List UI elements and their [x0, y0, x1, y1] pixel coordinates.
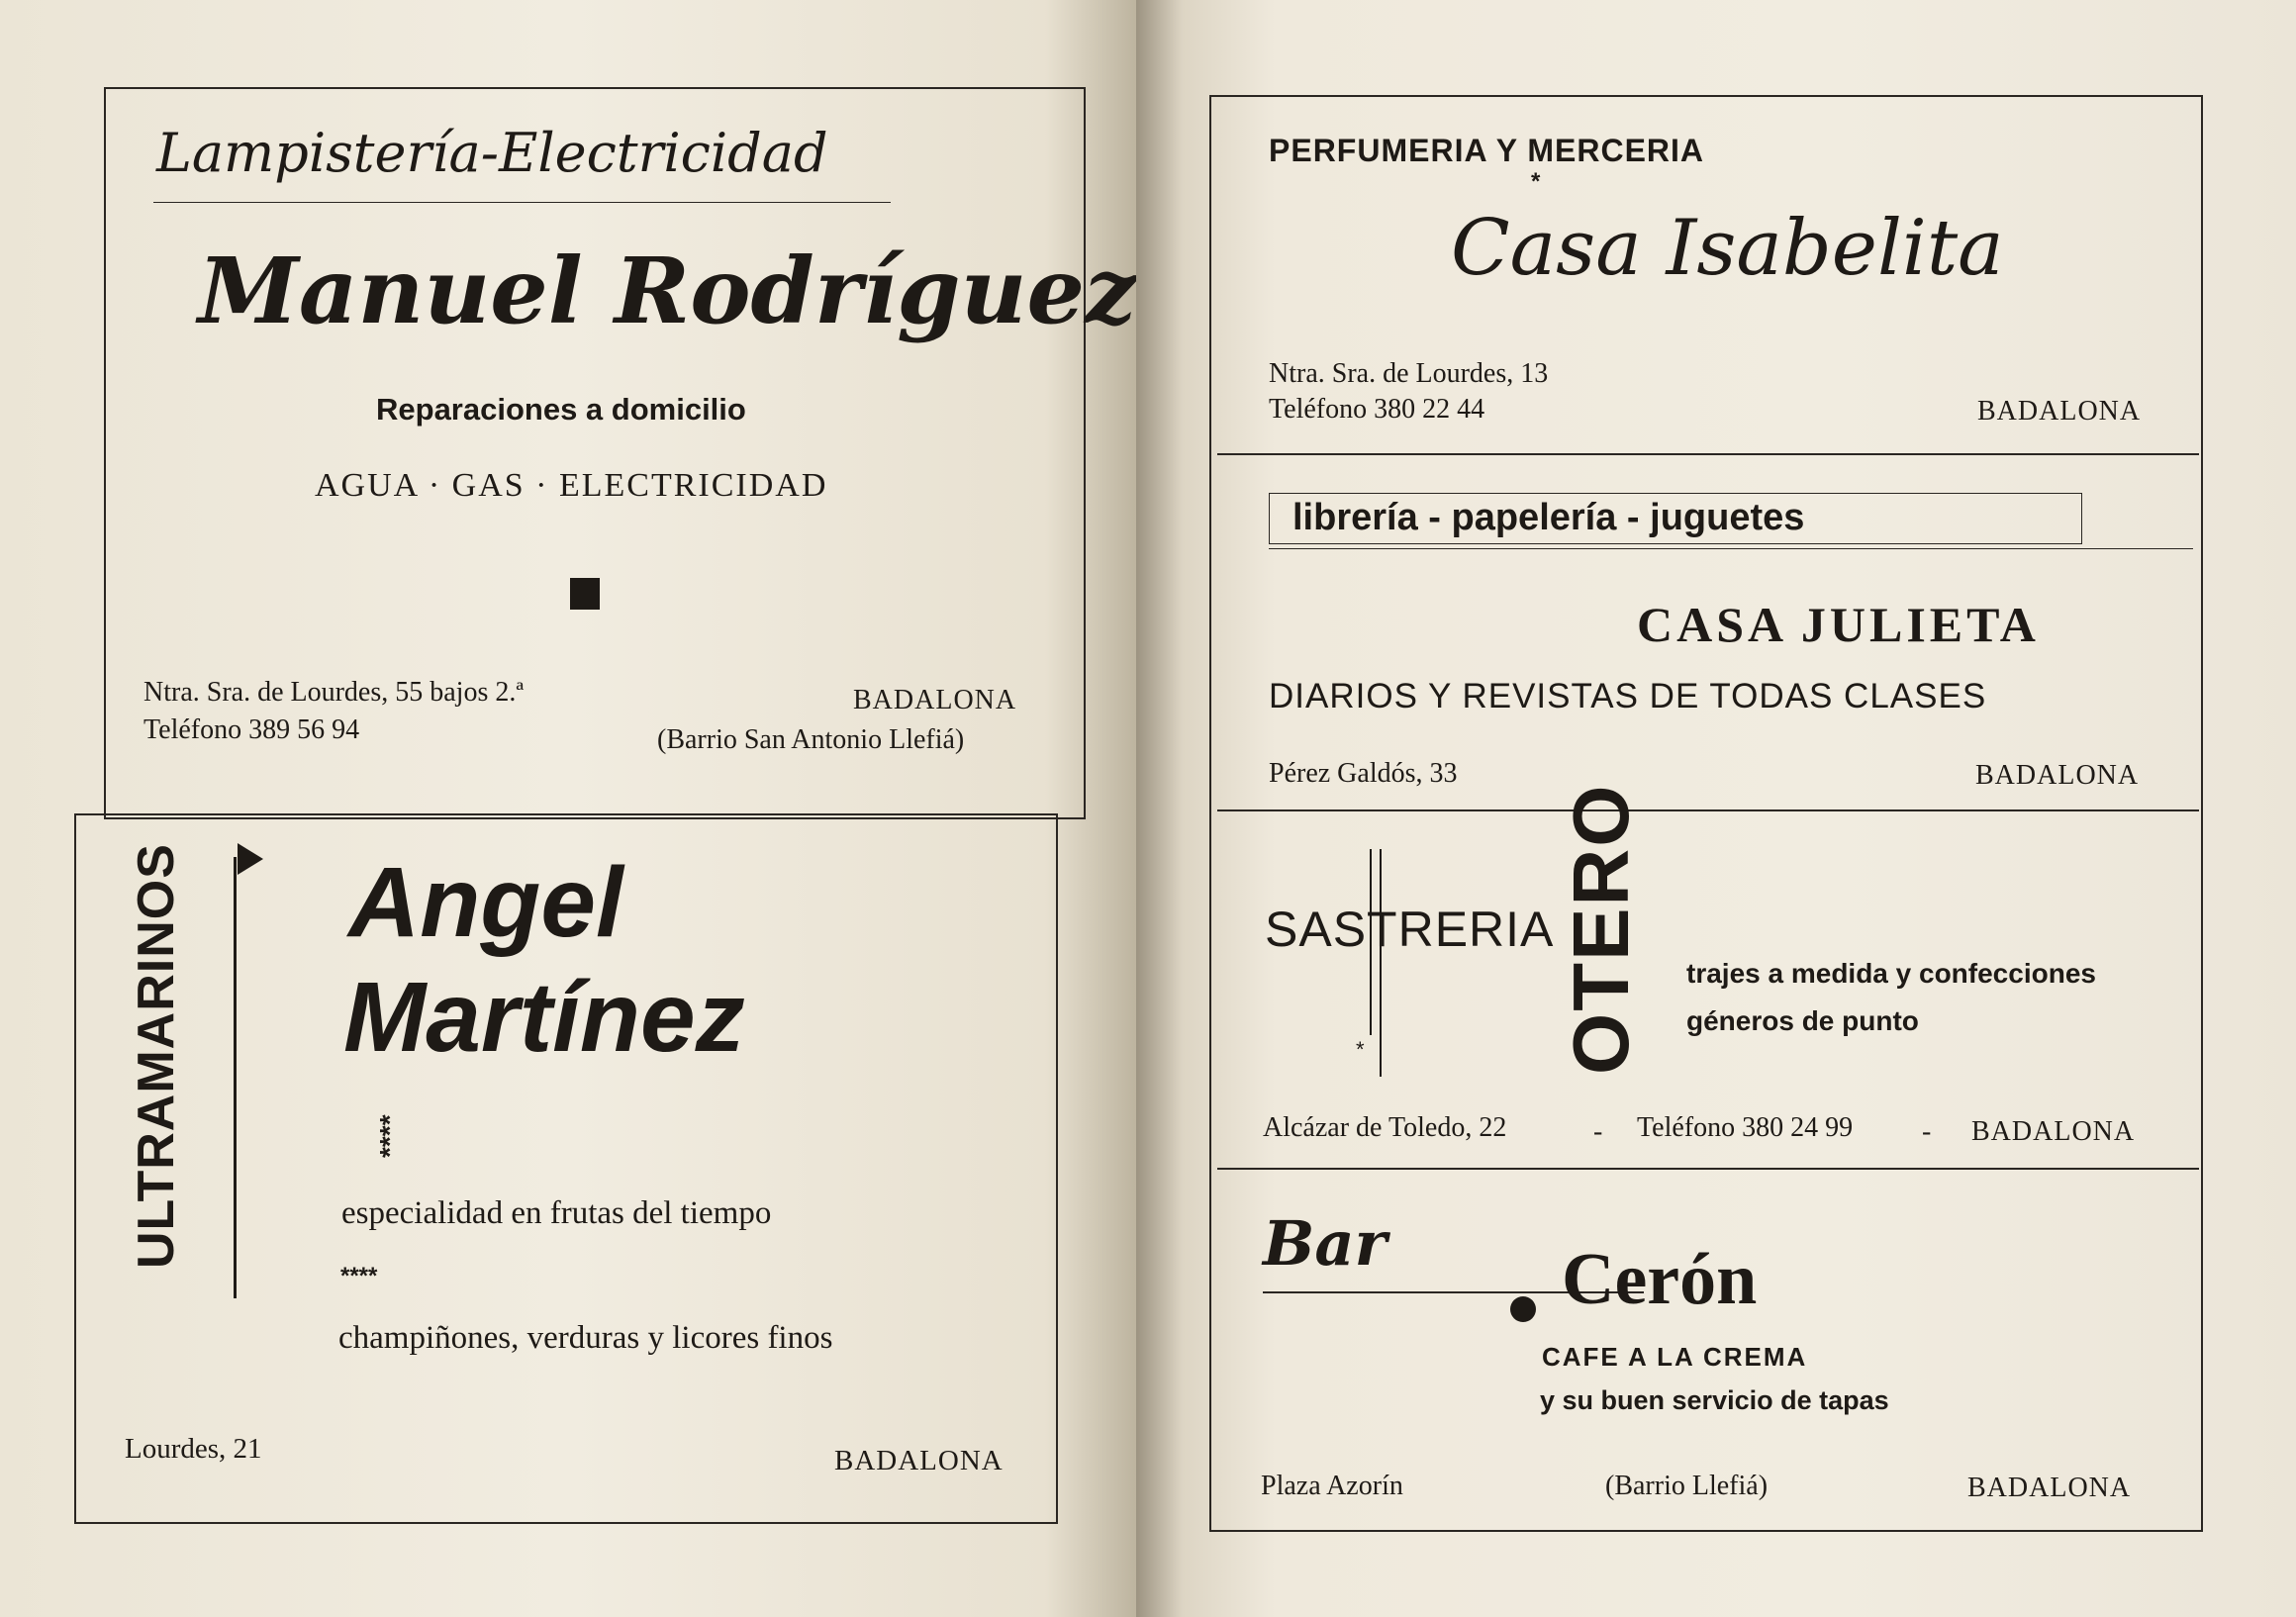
- otero-city: BADALONA: [1971, 1116, 2136, 1147]
- ceron-address: Plaza Azorín: [1261, 1471, 1403, 1501]
- ceron-district: (Barrio Llefiá): [1605, 1471, 1769, 1501]
- julieta-city: BADALONA: [1975, 760, 2140, 791]
- ad1-tagline: Reparaciones a domicilio: [376, 392, 746, 427]
- perfumeria-name: Casa Isabelita: [1451, 204, 2004, 293]
- divider-2: [1217, 809, 2199, 811]
- ad1-district: (Barrio San Antonio Llefiá): [657, 724, 965, 755]
- otero-category: SASTRERIA: [1265, 902, 1555, 957]
- right-page: [1136, 0, 2296, 1617]
- ceron-line2: y su buen servicio de tapas: [1540, 1385, 1889, 1415]
- ad2-stars-vertical: ****: [374, 1114, 405, 1158]
- ad1-address: Ntra. Sra. de Lourdes, 55 bajos 2.ª: [144, 677, 525, 708]
- otero-address: Alcázar de Toledo, 22: [1263, 1112, 1507, 1143]
- ad2-products: champiñones, verduras y licores finos: [338, 1320, 833, 1356]
- ad2-category: ULTRAMARINOS: [128, 843, 185, 1269]
- ad2-city: BADALONA: [834, 1445, 1004, 1476]
- ceron-city: BADALONA: [1967, 1473, 2132, 1503]
- ad1-category: Lampistería-Electricidad: [156, 122, 828, 184]
- ad2-address: Lourdes, 21: [125, 1433, 262, 1465]
- ceron-category: Bar: [1263, 1207, 1387, 1280]
- perfumeria-city: BADALONA: [1977, 396, 2142, 427]
- ad1-city: BADALONA: [853, 685, 1017, 715]
- ad1-category-rule: [153, 202, 891, 203]
- perfumeria-phone: Teléfono 380 22 44: [1269, 394, 1485, 425]
- divider-1: [1217, 453, 2199, 455]
- ad1-name: Manuel Rodríguez: [198, 238, 1137, 344]
- ad1-square-mark: [570, 578, 600, 610]
- otero-sep-2: -: [1922, 1116, 1932, 1147]
- perfumeria-address: Ntra. Sra. de Lourdes, 13: [1269, 358, 1549, 389]
- ad1-phone: Teléfono 389 56 94: [144, 714, 360, 745]
- julieta-tagline: DIARIOS Y REVISTAS DE TODAS CLASES: [1269, 677, 1987, 715]
- otero-phone: Teléfono 380 24 99: [1637, 1112, 1854, 1143]
- julieta-name: CASA JULIETA: [1637, 597, 2040, 652]
- ceron-line1: CAFE A LA CREMA: [1542, 1342, 1808, 1372]
- otero-star: *: [1356, 1037, 1365, 1062]
- perfumeria-star: *: [1531, 168, 1541, 195]
- perfumeria-category: PERFUMERIA Y MERCERIA: [1269, 133, 1705, 168]
- otero-line1: trajes a medida y confecciones: [1686, 958, 2096, 989]
- left-page: [0, 0, 1136, 1617]
- julieta-rule: [1269, 548, 2193, 549]
- otero-sep-1: -: [1593, 1116, 1603, 1147]
- divider-3: [1217, 1168, 2199, 1170]
- otero-name: OTERO: [1557, 783, 1645, 1075]
- ad2-name-line2: Martínez: [343, 962, 745, 1073]
- otero-line2: géneros de punto: [1686, 1005, 1919, 1036]
- ad2-name-line1: Angel: [348, 847, 623, 958]
- ceron-dot: [1510, 1296, 1536, 1322]
- julieta-address: Pérez Galdós, 33: [1269, 758, 1458, 789]
- ad2-arrow-icon: [238, 843, 263, 875]
- ad1-services: AGUA · GAS · ELECTRICIDAD: [315, 467, 828, 504]
- ceron-name: Cerón: [1562, 1239, 1758, 1320]
- otero-vertical-rule-1: [1370, 849, 1372, 1035]
- julieta-category: librería - papelería - juguetes: [1292, 497, 1805, 538]
- ad2-specialty: especialidad en frutas del tiempo: [341, 1195, 772, 1231]
- ad2-stars: ****: [340, 1263, 378, 1289]
- ad2-vertical-rule: [234, 857, 237, 1298]
- otero-vertical-rule-2: [1380, 849, 1382, 1077]
